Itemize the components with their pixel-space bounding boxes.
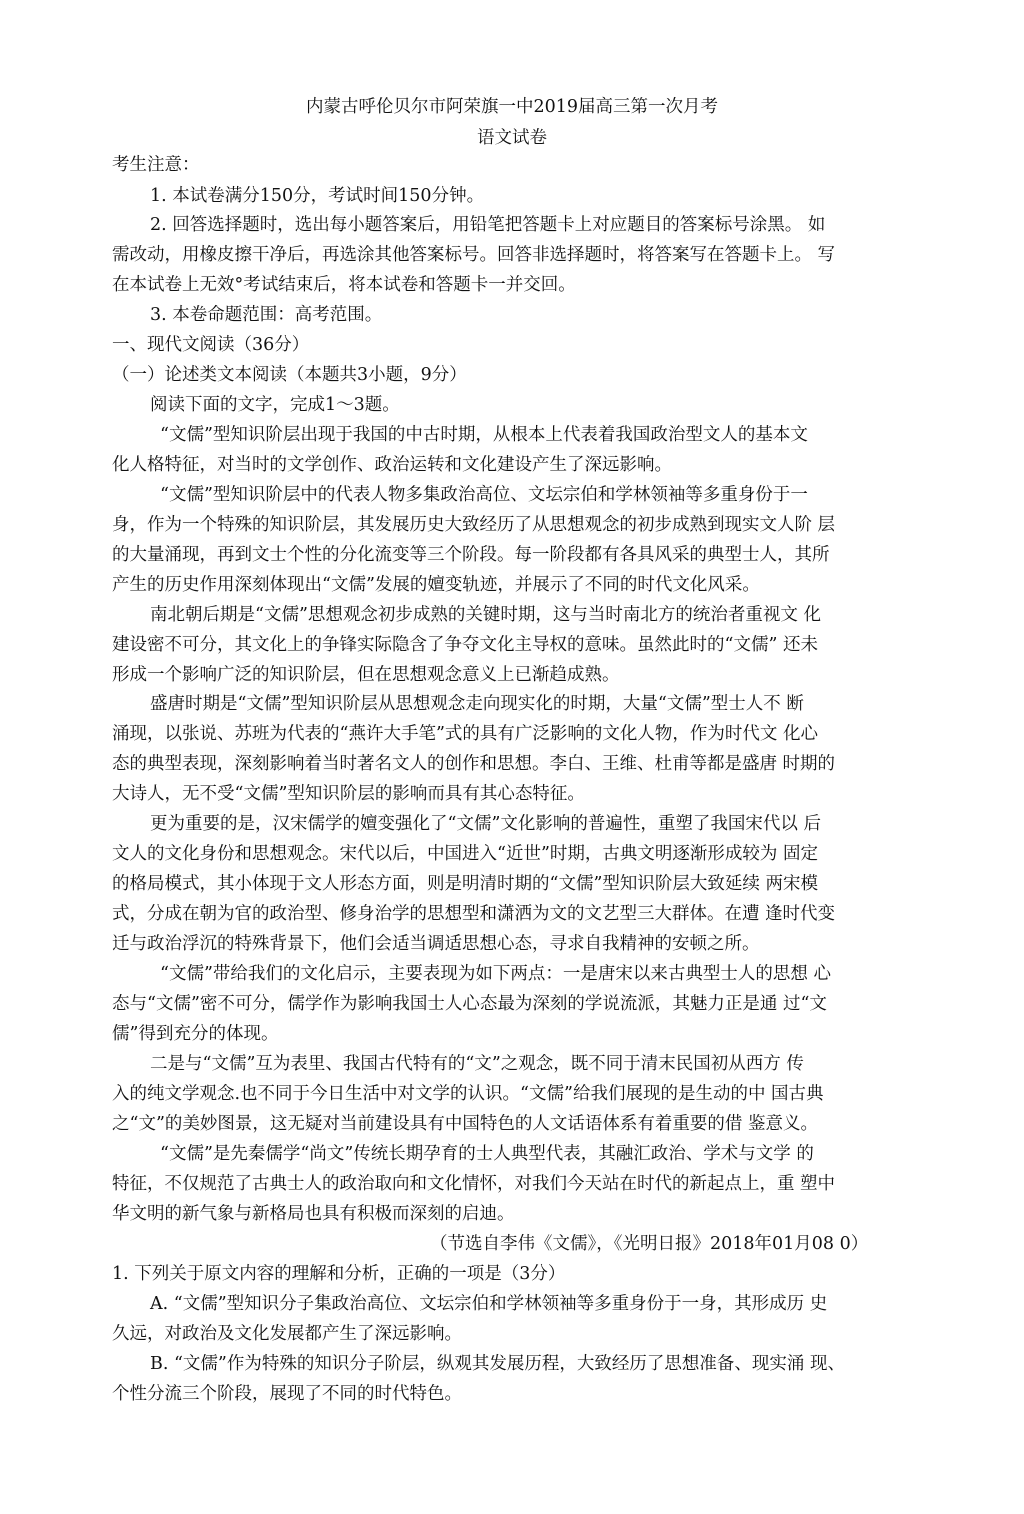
question-1-option-b-line-2: 个性分流三个阶段，展现了不同的时代特色。 bbox=[112, 1384, 462, 1404]
passage-p2-line-1: “文儒”型知识阶层中的代表人物多集政治高位、文坛宗伯和学林领袖等多重身份于一 bbox=[160, 485, 808, 505]
passage-p6-line-3: 儒”得到充分的体现。 bbox=[112, 1024, 279, 1044]
notice-item-2-line-3: 在本试卷上无效°考试结束后，将本试卷和答题卡一并交回。 bbox=[112, 275, 576, 295]
passage-p3-line-1: 南北朝后期是“文儒”思想观念初步成熟的关键时期，这与当时南北方的统治者重视文 化 bbox=[150, 605, 821, 625]
passage-p8-line-1: “文儒”是先秦儒学“尚文”传统长期孕育的士人典型代表，其融汇政治、学术与文学 的 bbox=[160, 1144, 814, 1164]
question-1-option-a-line-1: A. “文儒”型知识分子集政治高位、文坛宗伯和学林领袖等多重身份于一身，其形成历 史 bbox=[150, 1294, 828, 1314]
passage-p3-line-3: 形成一个影响广泛的知识阶层，但在思想观念意义上已渐趋成熟。 bbox=[112, 665, 620, 685]
passage-p6-line-2: 态与“文儒”密不可分，儒学作为影响我国士人心态最为深刻的学说流派，其魅力正是通 过“文 bbox=[112, 994, 827, 1014]
passage-p4-line-1: 盛唐时期是“文儒”型知识阶层从思想观念走向现实化的时期，大量“文儒”型士人不 断 bbox=[150, 694, 804, 714]
passage-p5-line-1: 更为重要的是，汉宋儒学的嬗变强化了“文儒”文化影响的普遍性，重塑了我国宋代以 后 bbox=[150, 814, 821, 834]
passage-p4-line-3: 态的典型表现，深刻影响着当时著名文人的创作和思想。李白、王维、杜甫等都是盛唐 时期的 bbox=[112, 754, 836, 774]
reading-instruction: 阅读下面的文字，完成1～3题。 bbox=[150, 395, 400, 415]
question-1-stem: 1. 下列关于原文内容的理解和分析，正确的一项是（3分） bbox=[112, 1264, 566, 1284]
question-1-option-b-line-1: B. “文儒”作为特殊的知识分子阶层，纵观其发展历程，大致经历了思想准备、现实涌 现、 bbox=[150, 1354, 845, 1374]
passage-p4-line-4: 大诗人，无不受“文儒”型知识阶层的影响而具有其心态特征。 bbox=[112, 784, 585, 804]
question-1-option-a-line-2: 久远，对政治及文化发展都产生了深远影响。 bbox=[112, 1324, 462, 1344]
passage-p5-line-2: 文人的文化身份和思想观念。宋代以后，中国进入“近世”时期，古典文明逐渐形成较为 固定 bbox=[112, 844, 818, 864]
passage-p2-line-2: 身，作为一个特殊的知识阶层，其发展历史大致经历了从思想观念的初步成熟到现实文人阶 层 bbox=[112, 515, 836, 535]
passage-p1-line-1: “文儒”型知识阶层出现于我国的中古时期，从根本上代表着我国政治型文人的基本文 bbox=[160, 425, 808, 445]
exam-subtitle: 语文试卷 bbox=[477, 128, 547, 148]
passage-p2-line-3: 的大量涌现，再到文士个性的分化流变等三个阶段。每一阶段都有各具风采的典型士人，其所 bbox=[112, 545, 830, 565]
passage-p1-line-2: 化人格特征，对当时的文学创作、政治运转和文化建设产生了深远影响。 bbox=[112, 455, 672, 475]
passage-p8-line-3: 华文明的新气象与新格局也具有积极而深刻的启迪。 bbox=[112, 1204, 515, 1224]
exam-title: 内蒙古呼伦贝尔市阿荣旗一中2019届高三第一次月考 bbox=[305, 97, 719, 117]
notice-heading: 考生注意： bbox=[112, 155, 200, 175]
passage-p2-line-4: 产生的历史作用深刻体现出“文儒”发展的嬗变轨迹，并展示了不同的时代文化风采。 bbox=[112, 575, 760, 595]
section-heading: 一、现代文阅读（36分） bbox=[112, 335, 310, 355]
passage-p5-line-3: 的格局模式，其小体现于文人形态方面，则是明清时期的“文儒”型知识阶层大致延续 两宋模 bbox=[112, 874, 818, 894]
subsection-heading: （一）论述类文本阅读（本题共3小题，9分） bbox=[112, 365, 467, 385]
passage-p4-line-2: 涌现，以张说、苏班为代表的“燕许大手笔”式的具有广泛影响的文化人物，作为时代文 化心 bbox=[112, 724, 818, 744]
notice-item-2-line-1: 2. 回答选择题时，选出每小题答案后，用铅笔把答题卡上对应题目的答案标号涂黑。 如 bbox=[150, 215, 826, 235]
notice-item-1: 1. 本试卷满分150分，考试时间150分钟。 bbox=[150, 186, 485, 206]
passage-p7-line-1: 二是与“文儒”互为表里、我国古代特有的“文”之观念，既不同于清末民国初从西方 传 bbox=[150, 1054, 804, 1074]
passage-p8-line-2: 特征，不仅规范了古典士人的政治取向和文化情怀，对我们今天站在时代的新起点上，重 塑中 bbox=[112, 1174, 836, 1194]
passage-p7-line-2: 入的纯文学观念.也不同于今日生活中对文学的认识。“文儒”给我们展现的是生动的中 国古典 bbox=[112, 1084, 824, 1104]
notice-item-3: 3. 本卷命题范围：高考范围。 bbox=[150, 305, 383, 325]
passage-p6-line-1: “文儒”带给我们的文化启示，主要表现为如下两点：一是唐宋以来古典型士人的思想 心 bbox=[160, 964, 831, 984]
notice-item-2-line-2: 需改动，用橡皮擦干净后，再选涂其他答案标号。回答非选择题时，将答案写在答题卡上。 写 bbox=[112, 245, 836, 265]
passage-p3-line-2: 建设密不可分，其文化上的争锋实际隐含了争夺文化主导权的意味。虽然此时的“文儒” 还未 bbox=[112, 635, 818, 655]
passage-p5-line-4: 式，分成在朝为官的政治型、修身治学的思想型和潇洒为文的文艺型三大群体。在遭 逢时代变 bbox=[112, 904, 836, 924]
passage-p7-line-3: 之“文”的美妙图景，这无疑对当前建设具有中国特色的人文话语体系有着重要的借 鉴意义。 bbox=[112, 1114, 818, 1134]
passage-p5-line-5: 迁与政治浮沉的特殊背景下，他们会适当调适思想心态，寻求自我精神的安顿之所。 bbox=[112, 934, 760, 954]
passage-source: （节选自李伟《文儒》，《光明日报》2018年01月08 0） bbox=[430, 1234, 869, 1254]
